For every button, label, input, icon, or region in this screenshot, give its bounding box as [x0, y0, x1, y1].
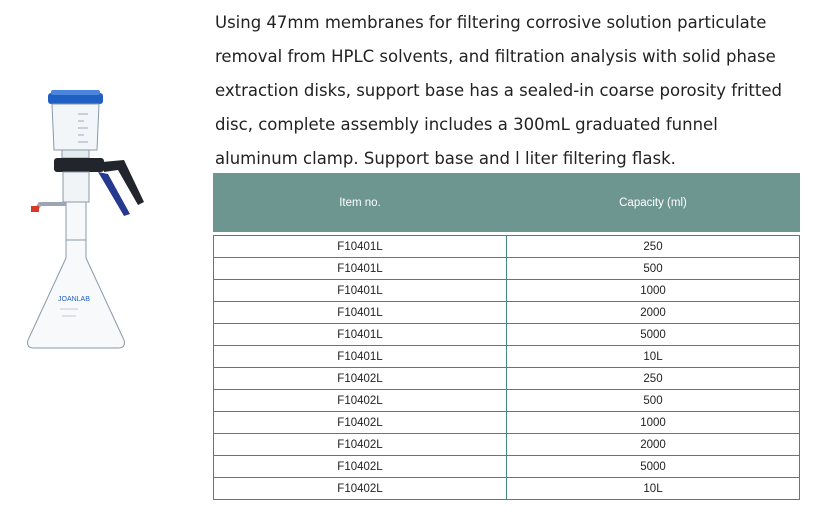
item-no-cell: F10402L [214, 412, 507, 434]
filtration-apparatus-icon [18, 88, 158, 358]
table-row [214, 456, 800, 478]
description-line: Using 47mm membranes for filtering corrosive solution particulate [215, 13, 767, 32]
header-capacity: Capacity (ml) [507, 174, 800, 232]
capacity-cell: 10L [507, 478, 800, 500]
filtering-flask [28, 240, 125, 348]
item-no-cell: F10402L [214, 456, 507, 478]
capacity-cell: 500 [507, 258, 800, 280]
product-image [18, 88, 158, 358]
brand-label: JOANLAB [58, 296, 90, 303]
item-no-cell: F10402L [214, 368, 507, 390]
capacity-cell: 2000 [507, 434, 800, 456]
spec-table [213, 173, 800, 500]
table-row [214, 346, 800, 368]
clamp [54, 158, 104, 172]
table-row [214, 324, 800, 346]
capacity-cell: 250 [507, 368, 800, 390]
item-no-cell: F10402L [214, 434, 507, 456]
side-arm-tip [31, 206, 39, 212]
item-no-cell: F10401L [214, 302, 507, 324]
capacity-cell: 5000 [507, 324, 800, 346]
product-description [215, 6, 795, 176]
table-row [214, 258, 800, 280]
table-row [214, 302, 800, 324]
capacity-cell: 500 [507, 390, 800, 412]
item-no-cell: F10401L [214, 324, 507, 346]
item-no-cell: F10401L [214, 280, 507, 302]
table-row [214, 368, 800, 390]
item-no-cell: F10401L [214, 346, 507, 368]
capacity-cell: 1000 [507, 280, 800, 302]
description-line: extraction disks, support base has a sealed-in coarse porosity fritted [215, 81, 782, 100]
item-no-cell: F10402L [214, 478, 507, 500]
table-row [214, 390, 800, 412]
table-row [214, 434, 800, 456]
item-no-cell: F10401L [214, 258, 507, 280]
capacity-cell: 5000 [507, 456, 800, 478]
side-arm [36, 204, 66, 210]
capacity-cell: 10L [507, 346, 800, 368]
description-line: removal from HPLC solvents, and filtration analysis with solid phase [215, 47, 776, 66]
graduated-funnel [52, 104, 99, 150]
table-row [214, 280, 800, 302]
item-no-cell: F10401L [214, 236, 507, 258]
table-row [214, 412, 800, 434]
item-no-cell: F10402L [214, 390, 507, 412]
description-line: disc, complete assembly includes a 300mL graduated funnel [215, 115, 718, 134]
header-item-no: Item no. [214, 174, 507, 232]
capacity-cell: 2000 [507, 302, 800, 324]
description-line: aluminum clamp. Support base and l liter filtering flask. [215, 149, 676, 168]
table-row [214, 478, 800, 500]
table-header-row [214, 174, 800, 232]
capacity-cell: 250 [507, 236, 800, 258]
capacity-cell: 1000 [507, 412, 800, 434]
table-row [214, 236, 800, 258]
